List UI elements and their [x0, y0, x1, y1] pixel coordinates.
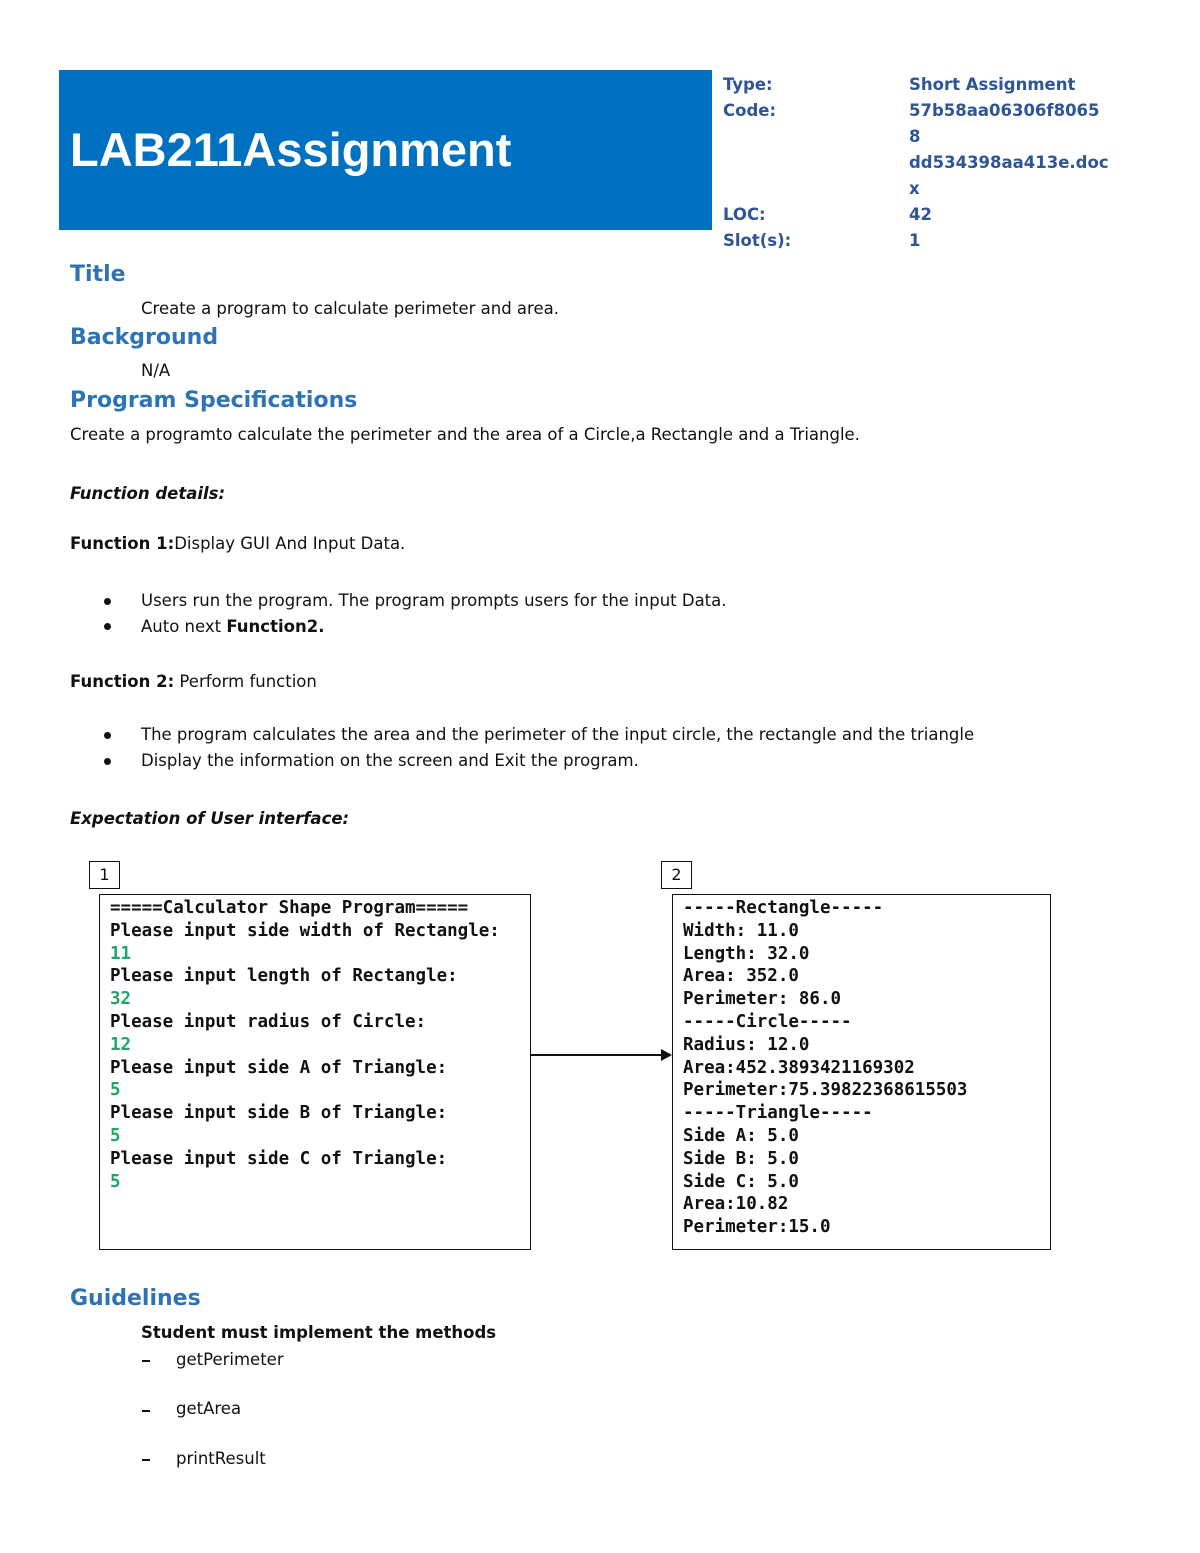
function1-text: Display GUI And Input Data. [174, 534, 406, 553]
meta-loc-value: 42 [909, 205, 932, 224]
assignment-metadata [723, 72, 1123, 254]
meta-loc-row [723, 202, 1123, 228]
screen-2-number: 2 [661, 861, 692, 889]
function2-bullet-1: The program calculates the area and the perimeter of the input circle, the rectangle and the triangle [141, 725, 975, 744]
bullet-icon [104, 758, 111, 765]
bullet-icon [104, 598, 111, 605]
meta-code-row [723, 98, 1123, 202]
function-details-label: Function details: [70, 484, 226, 503]
flow-arrow-line [530, 1054, 662, 1056]
function1-line [70, 534, 405, 553]
meta-code-line: 57b58aa06306f80658 [909, 101, 1100, 146]
meta-code-line: x [909, 179, 920, 198]
meta-loc-label: LOC: [723, 205, 766, 224]
function1-bullet-2-text: Auto next [141, 617, 227, 636]
title-heading: Title [70, 262, 126, 287]
function2-label: Function 2: [70, 672, 175, 691]
console-prompt-line: Please input side A of Triangle: [110, 1057, 448, 1078]
bullet-icon [104, 732, 111, 739]
console-prompt-line: Please input length of Rectangle: [110, 966, 458, 987]
console-input-value: 32 [110, 989, 132, 1010]
method-printresult: printResult [176, 1449, 266, 1468]
bullet-icon [104, 623, 111, 630]
meta-code-label: Code: [723, 101, 777, 120]
console-prompt-line: Please input side C of Triangle: [110, 1148, 448, 1169]
console-output-line: Side A: 5.0 [683, 1125, 799, 1146]
console-output-line: Perimeter:15.0 [683, 1217, 831, 1238]
console-input-value: 5 [110, 1171, 121, 1192]
function2-bullet-2: Display the information on the screen and Exit the program. [141, 751, 639, 770]
meta-type-value: Short Assignment [909, 75, 1076, 94]
console-output-line: Side B: 5.0 [683, 1148, 799, 1169]
meta-slots-value: 1 [909, 231, 921, 250]
function1-bullet-2-bold: Function2. [226, 617, 325, 636]
console-output-line: -----Triangle----- [683, 1103, 873, 1124]
console-output-line: Area:10.82 [683, 1194, 789, 1215]
console-output-line: Width: 11.0 [683, 920, 799, 941]
console-input-value: 5 [110, 1125, 121, 1146]
function1-label: Function 1: [70, 534, 175, 553]
function2-line [70, 672, 317, 691]
console-output-line: Perimeter: 86.0 [683, 989, 842, 1010]
dash-icon [142, 1459, 150, 1461]
guidelines-heading: Guidelines [70, 1286, 201, 1311]
title-text: Create a program to calculate perimeter and area. [141, 299, 559, 318]
title-banner [59, 70, 712, 230]
function2-text: Perform function [174, 672, 317, 691]
console-output-line: -----Circle----- [683, 1011, 852, 1032]
input-console-screen [99, 894, 531, 1250]
console-output-line: Radius: 12.0 [683, 1034, 810, 1055]
console-prompt-line: Please input side width of Rectangle: [110, 920, 500, 941]
background-heading: Background [70, 325, 219, 350]
dash-icon [142, 1360, 150, 1362]
meta-type-row [723, 72, 1123, 98]
dash-icon [142, 1410, 150, 1412]
spec-text: Create a programto calculate the perimeter and the area of a Circle,a Rectangle and a Triangle. [70, 425, 860, 444]
console-input-value: 5 [110, 1080, 121, 1101]
background-text: N/A [141, 361, 171, 380]
method-getperimeter: getPerimeter [176, 1350, 284, 1369]
console-output-line: Area:452.3893421169302 [683, 1057, 915, 1078]
screen-1-number: 1 [89, 861, 120, 889]
function1-bullet-2 [141, 617, 324, 636]
console-output-line: Length: 32.0 [683, 943, 810, 964]
meta-code-value [909, 98, 1109, 202]
meta-type-label: Type: [723, 75, 773, 94]
meta-slots-row [723, 228, 1123, 254]
console-input-value: 11 [110, 943, 132, 964]
console-output-line: -----Rectangle----- [683, 898, 884, 918]
console-prompt-line: Please input side B of Triangle: [110, 1103, 448, 1124]
spec-heading: Program Specifications [70, 388, 358, 413]
console-output-line: Area: 352.0 [683, 966, 799, 987]
document-title: LAB211Assignment [70, 123, 512, 176]
console-input-value: 12 [110, 1034, 132, 1055]
console-prompt-line: =====Calculator Shape Program===== [110, 898, 469, 918]
method-getarea: getArea [176, 1399, 242, 1418]
meta-slots-label: Slot(s): [723, 231, 792, 250]
console-output-line: Side C: 5.0 [683, 1171, 799, 1192]
console-output-line: Perimeter:75.39822368615503 [683, 1080, 968, 1101]
ui-expectation-label: Expectation of User interface: [70, 809, 350, 828]
console-prompt-line: Please input radius of Circle: [110, 1011, 427, 1032]
meta-code-line: dd534398aa413e.doc [909, 153, 1109, 172]
output-console-screen [672, 894, 1051, 1250]
guidelines-intro: Student must implement the methods [141, 1323, 497, 1342]
function1-bullet-1: Users run the program. The program prompts users for the input Data. [141, 591, 727, 610]
arrow-right-icon [661, 1049, 672, 1061]
